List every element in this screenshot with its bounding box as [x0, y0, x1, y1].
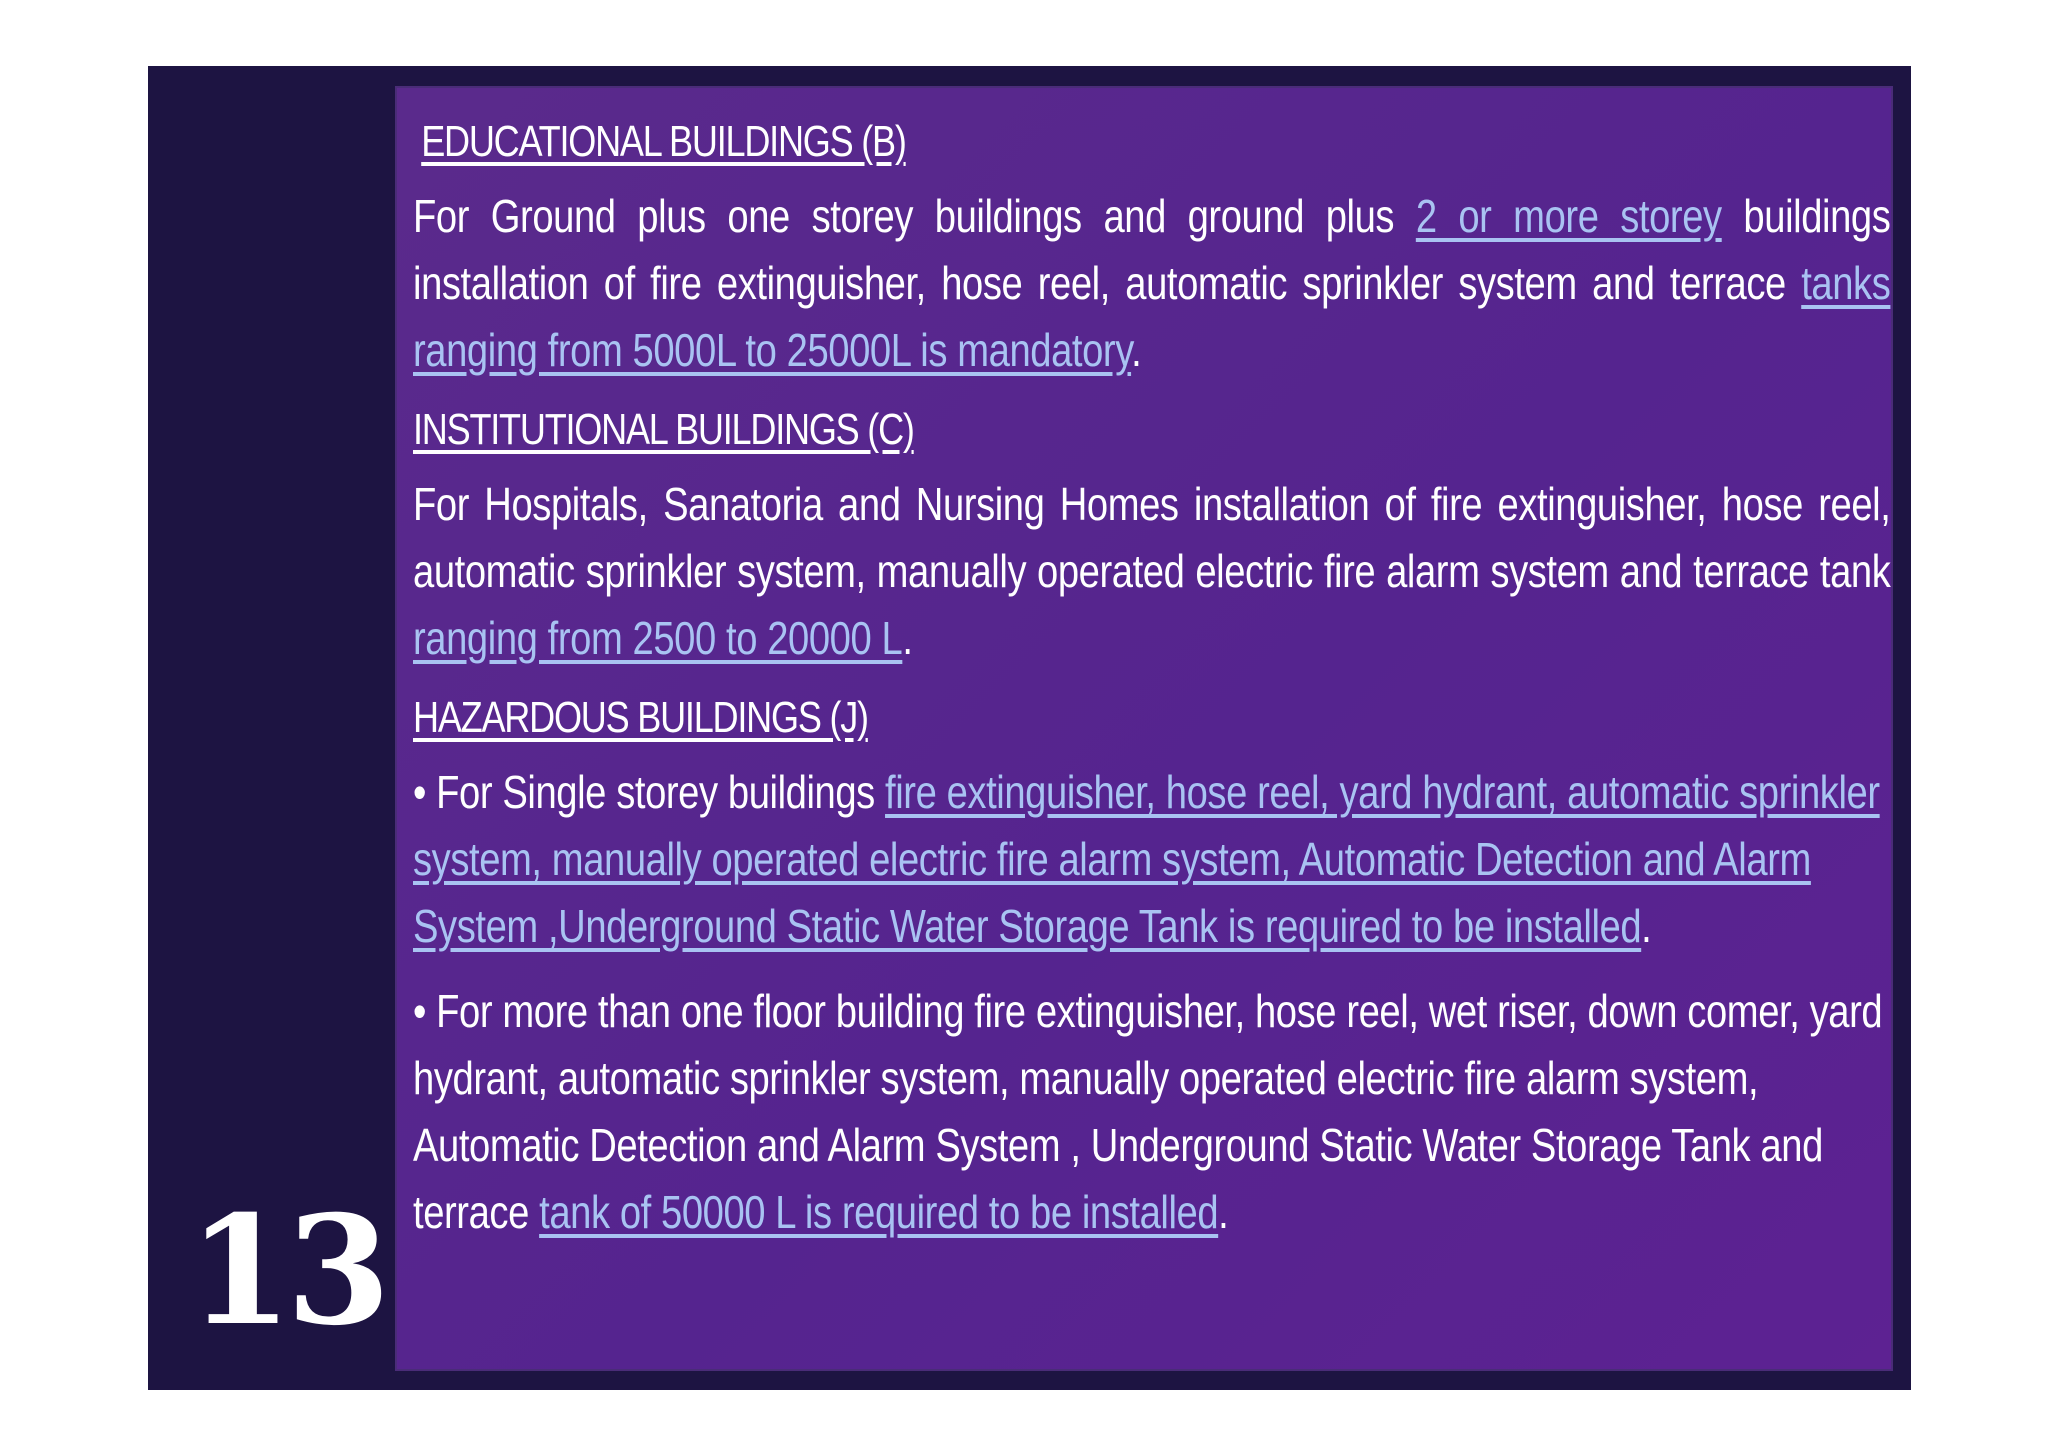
slide	[148, 66, 1911, 1390]
text-segment: buildings installation of fire extinguisher, hose reel, automatic sprinkler system and terrace	[413, 190, 1891, 309]
link-single-storey-requirements[interactable]: fire extinguisher, hose reel, yard hydrant, automatic sprinkler system, manually operated electric fire alarm system, Automatic Detection and Alarm System ,Underground Static Water Storage Tank is required to be installed	[413, 766, 1880, 952]
text-segment: .	[1131, 324, 1142, 376]
link-2-or-more-storey[interactable]: 2 or more storey	[1415, 190, 1722, 242]
text-segment: • For more than one floor building fire extinguisher, hose reel, wet riser, down comer, yard hydrant, automatic sprinkler system, manually operated electric fire alarm system, Automatic Detection and Alarm System , Underground Static Water Storage Tank and terrace	[413, 985, 1883, 1238]
text-segment: • For Single storey buildings	[413, 766, 886, 818]
text-segment: For Ground plus one storey buildings and ground plus	[413, 190, 1416, 242]
heading-hazardous: HAZARDOUS BUILDINGS (J)	[413, 693, 868, 742]
link-tank-50000[interactable]: tank of 50000 L is required to be installed	[539, 1186, 1219, 1238]
para-institutional	[413, 471, 1890, 672]
text-segment: .	[902, 612, 913, 664]
text-segment: .	[1218, 1186, 1229, 1238]
heading-institutional: INSTITUTIONAL BUILDINGS (C)	[413, 405, 914, 454]
section-institutional	[413, 471, 1890, 672]
text-segment: .	[1641, 900, 1652, 952]
link-tanks-ranging[interactable]: tanks ranging from 5000L to 25000L is mandatory	[413, 257, 1891, 376]
bullet-multi-floor	[413, 978, 1890, 1246]
bullet-single-storey	[413, 759, 1890, 960]
para-educational	[413, 183, 1890, 384]
section-educational	[413, 183, 1890, 384]
content-panel	[395, 86, 1893, 1371]
section-hazardous	[413, 759, 1890, 1246]
text-segment: For Hospitals, Sanatoria and Nursing Homes installation of fire extinguisher, hose reel, automatic sprinkler system, manually operated electric fire alarm system and terrace tank	[413, 478, 1891, 597]
heading-educational: EDUCATIONAL BUILDINGS (B)	[421, 117, 906, 166]
slide-number: 13	[188, 1183, 385, 1359]
link-ranging-2500-20000[interactable]: ranging from 2500 to 20000 L	[413, 612, 903, 664]
